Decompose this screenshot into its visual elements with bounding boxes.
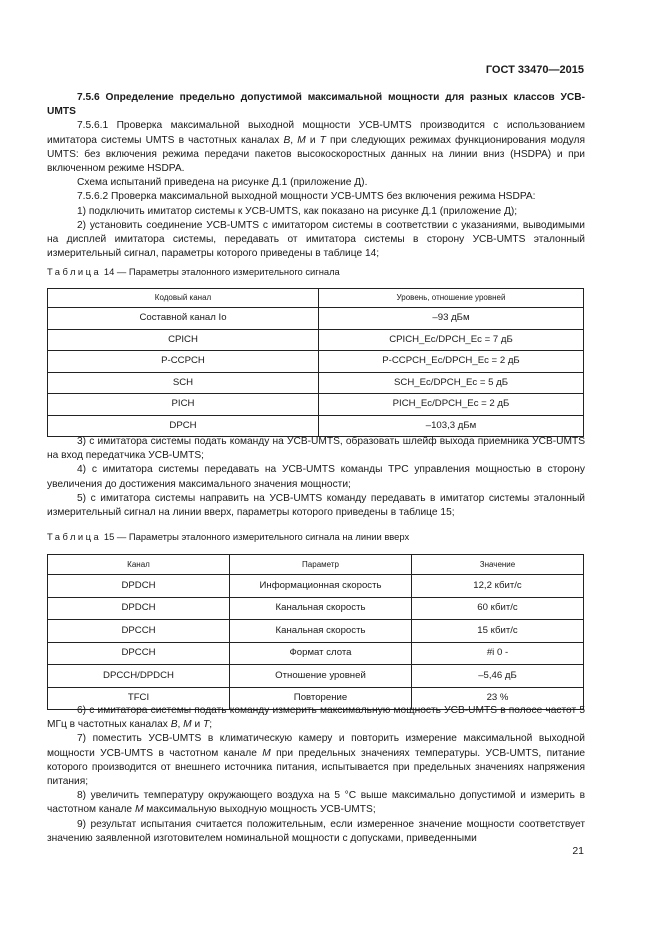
page-number: 21 (572, 845, 584, 857)
table-header-cell: Значение (412, 555, 584, 575)
table-cell: PICH_Ec/DPCH_Ec = 2 дБ (319, 394, 584, 416)
table-header-row (48, 289, 584, 308)
table-header-cell: Канал (48, 555, 230, 575)
table-15-caption: Таблица 15 — Параметры эталонного измерительного сигнала на линии вверх (47, 531, 410, 542)
table-15 (47, 554, 584, 710)
table-cell: Канальная скорость (230, 620, 412, 643)
table-row (48, 308, 584, 330)
table-row (48, 642, 584, 665)
table-14-caption: Таблица 14 — Параметры эталонного измерительного сигнала (47, 266, 340, 277)
table-cell: 23 % (412, 687, 584, 710)
table-cell: P-CCPCH (48, 351, 319, 373)
table-row (48, 372, 584, 394)
table-cell: –93 дБм (319, 308, 584, 330)
table-header-row (48, 555, 584, 575)
table-cell: 12,2 кбит/с (412, 575, 584, 598)
table-cell: CPICH_Ec/DPCH_Ec = 7 дБ (319, 329, 584, 351)
table-cell: DPCH (48, 415, 319, 437)
paragraph-scheme: Схема испытаний приведена на рисунке Д.1 (приложение Д). (77, 177, 368, 189)
table-row (48, 597, 584, 620)
table-cell: CPICH (48, 329, 319, 351)
table-row (48, 620, 584, 643)
table-cell: #i 0 - (412, 642, 584, 665)
table-row (48, 665, 584, 688)
table-cell: SCH (48, 372, 319, 394)
table-cell: –103,3 дБм (319, 415, 584, 437)
table-15-block (47, 530, 585, 710)
list-item-8: 8) увеличить температуру окружающего воздуха на 5 °С выше максимально допустимой и измерить в частотном канале M максимальную выходную мощность УСВ-UMTS; (47, 790, 585, 816)
table-cell: PICH (48, 394, 319, 416)
list-item-7: 7) поместить УСВ-UMTS в климатическую камеру и повторить измерение максимальной выходной мощности УСВ-UMTS в частотном канале M при предельных значениях температуры. УСВ-UMTS, питание которого производится от внешнего источника питания, испытывается при предельных значениях напряжения питания; (47, 733, 585, 788)
table-cell: 15 кбит/с (412, 620, 584, 643)
table-cell: –5,46 дБ (412, 665, 584, 688)
table-row (48, 329, 584, 351)
table-row (48, 394, 584, 416)
table-cell: Повторение (230, 687, 412, 710)
table-cell: DPCCH (48, 642, 230, 665)
table-cell: Отношение уровней (230, 665, 412, 688)
table-cell: P-CCPCH_Ec/DPCH_Ec = 2 дБ (319, 351, 584, 373)
list-item-2: 2) установить соединение УСВ-UMTS с имитатором системы в соответствии с указаниями, выводимыми на дисплей имитатора системы, передавать от имитатора системы в сторону УСВ-UMTS эталонный измерительный сигнал, параметры которого приведены в таблице 14; (47, 219, 585, 260)
list-item-4: 4) с имитатора системы передавать на УСВ-UMTS команды TPC управления мощностью в сторону увеличения до достижения максимального значения мощности; (47, 464, 585, 490)
table-header-cell: Кодовый канал (48, 289, 319, 308)
section-heading: 7.5.6 Определение предельно допустимой максимальной мощности для разных классов УСВ-UMTS (47, 92, 585, 118)
table-cell: Канальная скорость (230, 597, 412, 620)
table-cell: DPDCH (48, 597, 230, 620)
standard-number: ГОСТ 33470—2015 (485, 64, 584, 76)
section-7-5-6 (47, 91, 585, 261)
table-cell: DPDCH (48, 575, 230, 598)
table-row (48, 351, 584, 373)
table-cell: Информационная скорость (230, 575, 412, 598)
table-cell: 60 кбит/с (412, 597, 584, 620)
table-cell: Составной канал Iо (48, 308, 319, 330)
steps-3-5 (47, 435, 585, 520)
paragraph-7-5-6-2: 7.5.6.2 Проверка максимальной выходной мощности УСВ-UMTS без включения режима HSDPA: (77, 191, 536, 203)
table-header-cell: Уровень, отношение уровней (319, 289, 584, 308)
table-cell: DPCCH/DPDCH (48, 665, 230, 688)
list-item-6: 6) с имитатора системы подать команду измерить максимальную мощность УСВ-UMTS в полосе частот 5 МГц в частотных каналах B, M и T; (47, 705, 585, 731)
list-item-9: 9) результат испытания считается положительным, если измеренное значение мощности соответствует значению заявленной изготовителем номинальной мощности с допусками, приведенными (47, 818, 585, 844)
table-header-cell: Параметр (230, 555, 412, 575)
table-14 (47, 288, 584, 437)
list-item-1: 1) подключить имитатор системы к УСВ-UMTS, как показано на рисунке Д.1 (приложение Д); (77, 205, 518, 217)
list-item-5: 5) с имитатора системы направить на УСВ-UMTS команду передавать в имитатор системы эталонный измерительный сигнал на линии вверх, параметры которого приведены в таблице 15; (47, 492, 585, 519)
table-row (48, 415, 584, 437)
table-cell: TFCI (48, 687, 230, 710)
table-cell: DPCCH (48, 620, 230, 643)
steps-6-9 (47, 704, 585, 846)
list-item-3: 3) с имитатора системы подать команду на УСВ-UMTS, образовать шлейф выхода приемника УСВ-UMTS на вход передатчика УСВ-UMTS; (47, 436, 585, 462)
table-cell: SCH_Ec/DPCH_Ec = 5 дБ (319, 372, 584, 394)
table-row (48, 575, 584, 598)
table-cell: Формат слота (230, 642, 412, 665)
paragraph-7-5-6-1: 7.5.6.1 Проверка максимальной выходной мощности УСВ-UMTS производится с использованием имитатора системы UMTS в частотных каналах B, M и T при следующих режимах функционирования модуля UMTS: без включения режима передачи пакетов высокоскоростных данных на линии вниз (HSDPA) и при включенном режиме HSDPA. (47, 120, 585, 175)
table-14-block (47, 265, 585, 437)
